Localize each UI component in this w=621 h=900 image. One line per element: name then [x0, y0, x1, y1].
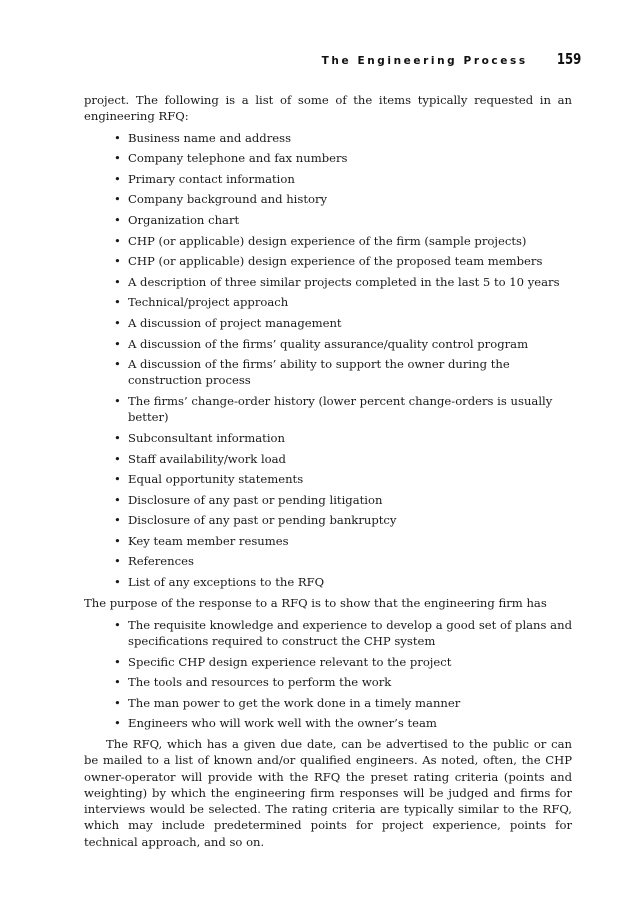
bullet-icon: •	[114, 451, 121, 466]
list-item-text: Equal opportunity statements	[128, 472, 304, 487]
list-item	[84, 130, 572, 146]
intro-paragraph: project. The following is a list of some of the items typically requested in an engineering RFQ:	[84, 93, 572, 124]
list-item	[84, 617, 572, 650]
list-item-text: A discussion of the firms’ quality assurance/quality control program	[128, 336, 529, 351]
list-item-text: Company background and history	[128, 192, 328, 207]
list-item-text: The man power to get the work done in a timely manner	[128, 695, 461, 710]
list-item-text: Staff availability/work load	[128, 451, 286, 466]
list-item-text: Business name and address	[128, 130, 292, 145]
body-text	[84, 92, 572, 850]
list-item-text: Primary contact information	[128, 171, 295, 186]
purpose-items-list	[84, 617, 572, 732]
list-item-text: Subconsultant information	[128, 430, 285, 445]
list-item-text: A discussion of project management	[128, 315, 342, 330]
bullet-icon: •	[114, 130, 121, 145]
bullet-icon: •	[114, 151, 121, 166]
purpose-paragraph: The purpose of the response to a RFQ is to show that the engineering firm has	[84, 596, 547, 611]
list-item	[84, 553, 572, 569]
list-item-text: CHP (or applicable) design experience of the proposed team members	[128, 254, 543, 269]
bullet-icon: •	[114, 212, 121, 227]
list-item	[84, 315, 572, 331]
bullet-icon: •	[114, 430, 121, 445]
list-item	[84, 492, 572, 508]
bullet-icon: •	[114, 513, 121, 528]
list-item-text: Engineers who will work well with the owner’s team	[128, 716, 437, 731]
running-header	[322, 50, 581, 70]
list-item-text: CHP (or applicable) design experience of the firm (sample projects)	[128, 233, 527, 248]
bullet-icon: •	[114, 617, 121, 632]
list-item-text: A description of three similar projects completed in the last 5 to 10 years	[128, 274, 560, 289]
list-item	[84, 336, 572, 352]
page-number: 159	[556, 50, 581, 68]
bullet-icon: •	[114, 533, 121, 548]
running-title: The Engineering Process	[321, 55, 528, 67]
list-item	[84, 150, 572, 166]
list-item	[84, 512, 572, 528]
bullet-icon: •	[114, 654, 121, 669]
bullet-icon: •	[114, 716, 121, 731]
bullet-icon: •	[114, 274, 121, 289]
list-item-text: Disclosure of any past or pending bankruptcy	[128, 513, 397, 528]
list-item	[84, 574, 572, 590]
bullet-icon: •	[114, 233, 121, 248]
bullet-icon: •	[114, 336, 121, 351]
bullet-icon: •	[114, 472, 121, 487]
bullet-icon: •	[114, 695, 121, 710]
list-item	[84, 171, 572, 187]
list-item-text: The firms’ change-order history (lower percent change-orders is usually better)	[128, 394, 553, 425]
list-item-text: Organization chart	[128, 212, 240, 227]
list-item-text: List of any exceptions to the RFQ	[128, 575, 325, 590]
bullet-icon: •	[114, 575, 121, 590]
list-item	[84, 695, 572, 711]
list-item	[84, 356, 572, 389]
list-item	[84, 654, 572, 670]
bullet-icon: •	[114, 492, 121, 507]
list-item-text: The requisite knowledge and experience to develop a good set of plans and specifications required to construct the CHP system	[128, 617, 572, 648]
bullet-icon: •	[114, 295, 121, 310]
closing-paragraph: The RFQ, which has a given due date, can be advertised to the public or can be mailed to a list of known and/or qualified engineers. As noted, often, the CHP owner-operator will provide with the RFQ the preset rating criteria (points and weighting) by which the engineering firm responses will be judged and firms for interviews would be selected. The rating criteria are typically similar to the RFQ, which may include predetermined points for project experience, points for technical approach, and so on.	[84, 736, 572, 849]
list-item-text: Key team member resumes	[128, 533, 289, 548]
list-item	[84, 294, 572, 310]
bullet-icon: •	[114, 171, 121, 186]
list-item	[84, 274, 572, 290]
list-item-text: Specific CHP design experience relevant to the project	[128, 654, 452, 669]
list-item	[84, 674, 572, 690]
bullet-icon: •	[114, 315, 121, 330]
list-item	[84, 715, 572, 731]
bullet-icon: •	[114, 675, 121, 690]
list-item-text: A discussion of the firms’ ability to support the owner during the construction process	[128, 357, 510, 388]
list-item	[84, 233, 572, 249]
rfq-items-list	[84, 130, 572, 591]
bullet-icon: •	[114, 554, 121, 569]
list-item	[84, 212, 572, 228]
list-item	[84, 451, 572, 467]
list-item-text: Disclosure of any past or pending litigation	[128, 492, 383, 507]
list-item	[84, 471, 572, 487]
list-item	[84, 393, 572, 426]
list-item-text: The tools and resources to perform the work	[128, 675, 392, 690]
list-item	[84, 533, 572, 549]
bullet-icon: •	[114, 254, 121, 269]
bullet-icon: •	[114, 394, 121, 409]
list-item-text: Company telephone and fax numbers	[128, 151, 348, 166]
bullet-icon: •	[114, 192, 121, 207]
list-item	[84, 191, 572, 207]
bullet-icon: •	[114, 357, 121, 372]
list-item-text: References	[128, 554, 194, 569]
list-item	[84, 430, 572, 446]
list-item	[84, 253, 572, 269]
list-item-text: Technical/project approach	[128, 295, 289, 310]
